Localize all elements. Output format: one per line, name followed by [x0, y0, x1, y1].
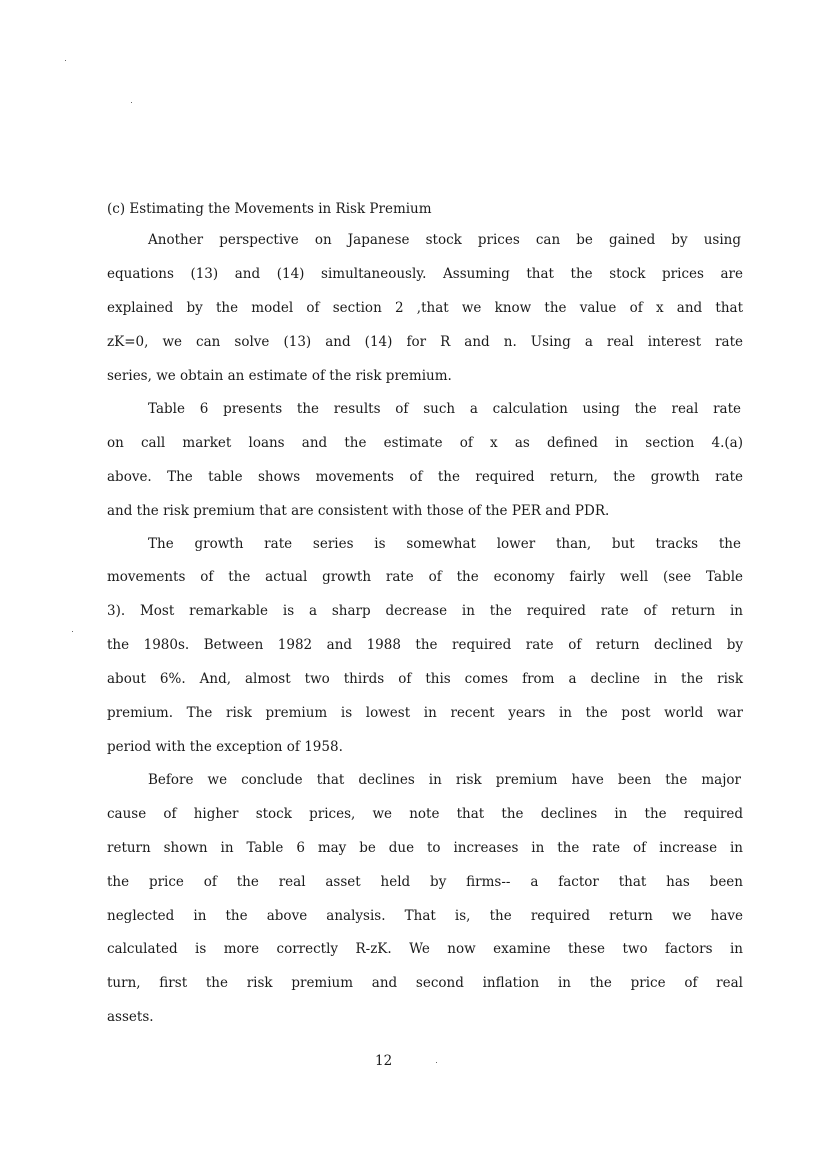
paragraph-3-line-1: The growth rate series is somewhat lower than, but tracks the [148, 536, 741, 552]
paragraph-2-line-4: and the risk premium that are consistent with those of the PER and PDR. [107, 503, 610, 519]
paragraph-4-line-8: assets. [107, 1009, 154, 1025]
paragraph-2-line-1: Table 6 presents the results of such a calculation using the real rate [148, 401, 741, 417]
paragraph-3-line-6: premium. The risk premium is lowest in recent years in the post world war [107, 705, 743, 721]
paragraph-4-line-7: turn, first the risk premium and second inflation in the price of real [107, 975, 743, 991]
page-number: 12 [375, 1053, 393, 1069]
paragraph-3-line-3: 3). Most remarkable is a sharp decrease in the required rate of return in [107, 603, 743, 619]
paragraph-2-line-3: above. The table shows movements of the required return, the growth rate [107, 469, 743, 485]
scan-speck [72, 631, 73, 632]
paragraph-3-line-7: period with the exception of 1958. [107, 739, 343, 755]
paragraph-1-line-4: zK=0, we can solve (13) and (14) for R and n. Using a real interest rate [107, 334, 743, 350]
section-heading: (c) Estimating the Movements in Risk Premium [107, 201, 432, 217]
paragraph-1-line-2: equations (13) and (14) simultaneously. Assuming that the stock prices are [107, 266, 743, 282]
paragraph-3-line-5: about 6%. And, almost two thirds of this comes from a decline in the risk [107, 671, 743, 687]
paragraph-4-line-2: cause of higher stock prices, we note that the declines in the required [107, 806, 743, 822]
paragraph-2-line-2: on call market loans and the estimate of x as defined in section 4.(a) [107, 435, 743, 451]
scan-speck [436, 1062, 437, 1063]
paragraph-4-line-6: calculated is more correctly R-zK. We now examine these two factors in [107, 941, 743, 957]
paragraph-3-line-4: the 1980s. Between 1982 and 1988 the required rate of return declined by [107, 637, 743, 653]
paragraph-4-line-3: return shown in Table 6 may be due to increases in the rate of increase in [107, 840, 743, 856]
paragraph-3-line-2: movements of the actual growth rate of the economy fairly well (see Table [107, 569, 743, 585]
paragraph-1-line-3: explained by the model of section 2 ,that we know the value of x and that [107, 300, 743, 316]
paragraph-4-line-1: Before we conclude that declines in risk premium have been the major [148, 772, 741, 788]
scan-speck [131, 102, 132, 103]
paragraph-1-line-5: series, we obtain an estimate of the risk premium. [107, 368, 452, 384]
scan-speck [65, 60, 66, 61]
paragraph-4-line-4: the price of the real asset held by firms-- a factor that has been [107, 874, 743, 890]
paragraph-1-line-1: Another perspective on Japanese stock prices can be gained by using [148, 232, 741, 248]
paragraph-4-line-5: neglected in the above analysis. That is, the required return we have [107, 908, 743, 924]
